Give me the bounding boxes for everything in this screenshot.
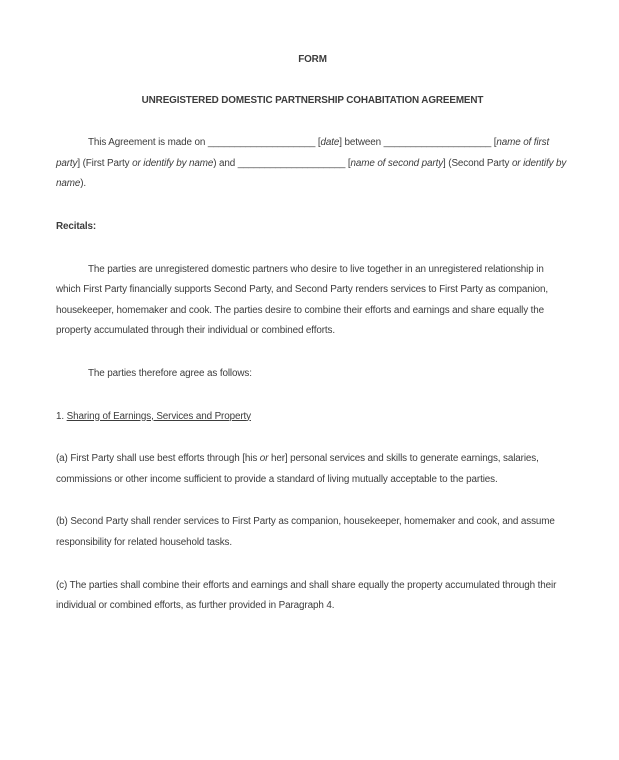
agreement-lead-in: The parties therefore agree as follows:: [88, 367, 252, 379]
recitals-paragraph: The parties are unregistered domestic partners who desire to live together in an unregistered relationship in which First Party financially supports Second Party, and Second Party renders services to First Party as companion, housekeeper, homemaker and cook. The parties desire to combine their efforts and earnings and share equally the property accumulated through their individual or combined efforts.: [56, 263, 549, 337]
document-title: UNREGISTERED DOMESTIC PARTNERSHIP COHABITATION AGREEMENT: [141, 94, 484, 106]
clause-b-paragraph: (b) Second Party shall render services to First Party as companion, housekeeper, homemaker and cook, and assume responsibility for related household tasks.: [56, 516, 555, 548]
clause-a-paragraph: (a) First Party shall use best efforts through [his or her] personal services and skills to generate earnings, salaries, commissions or other income sufficient to provide a standard of living mutually acceptable to the parties.: [56, 453, 539, 485]
section-1-heading: 1. Sharing of Earnings, Services and Property: [56, 410, 251, 422]
clause-c-paragraph: (c) The parties shall combine their efforts and earnings and shall share equally the property accumulated through their individual or combined efforts, as further provided in Paragraph 4.: [56, 579, 557, 612]
recitals-heading: Recitals:: [56, 220, 97, 232]
form-title: FORM: [298, 54, 327, 65]
opening-paragraph: This Agreement is made on ____________________ [date] between ____________________ [name of first party] (First Party or identify by name) and ____________________ [name of second party] (Second Party or identify by name).: [56, 137, 567, 190]
